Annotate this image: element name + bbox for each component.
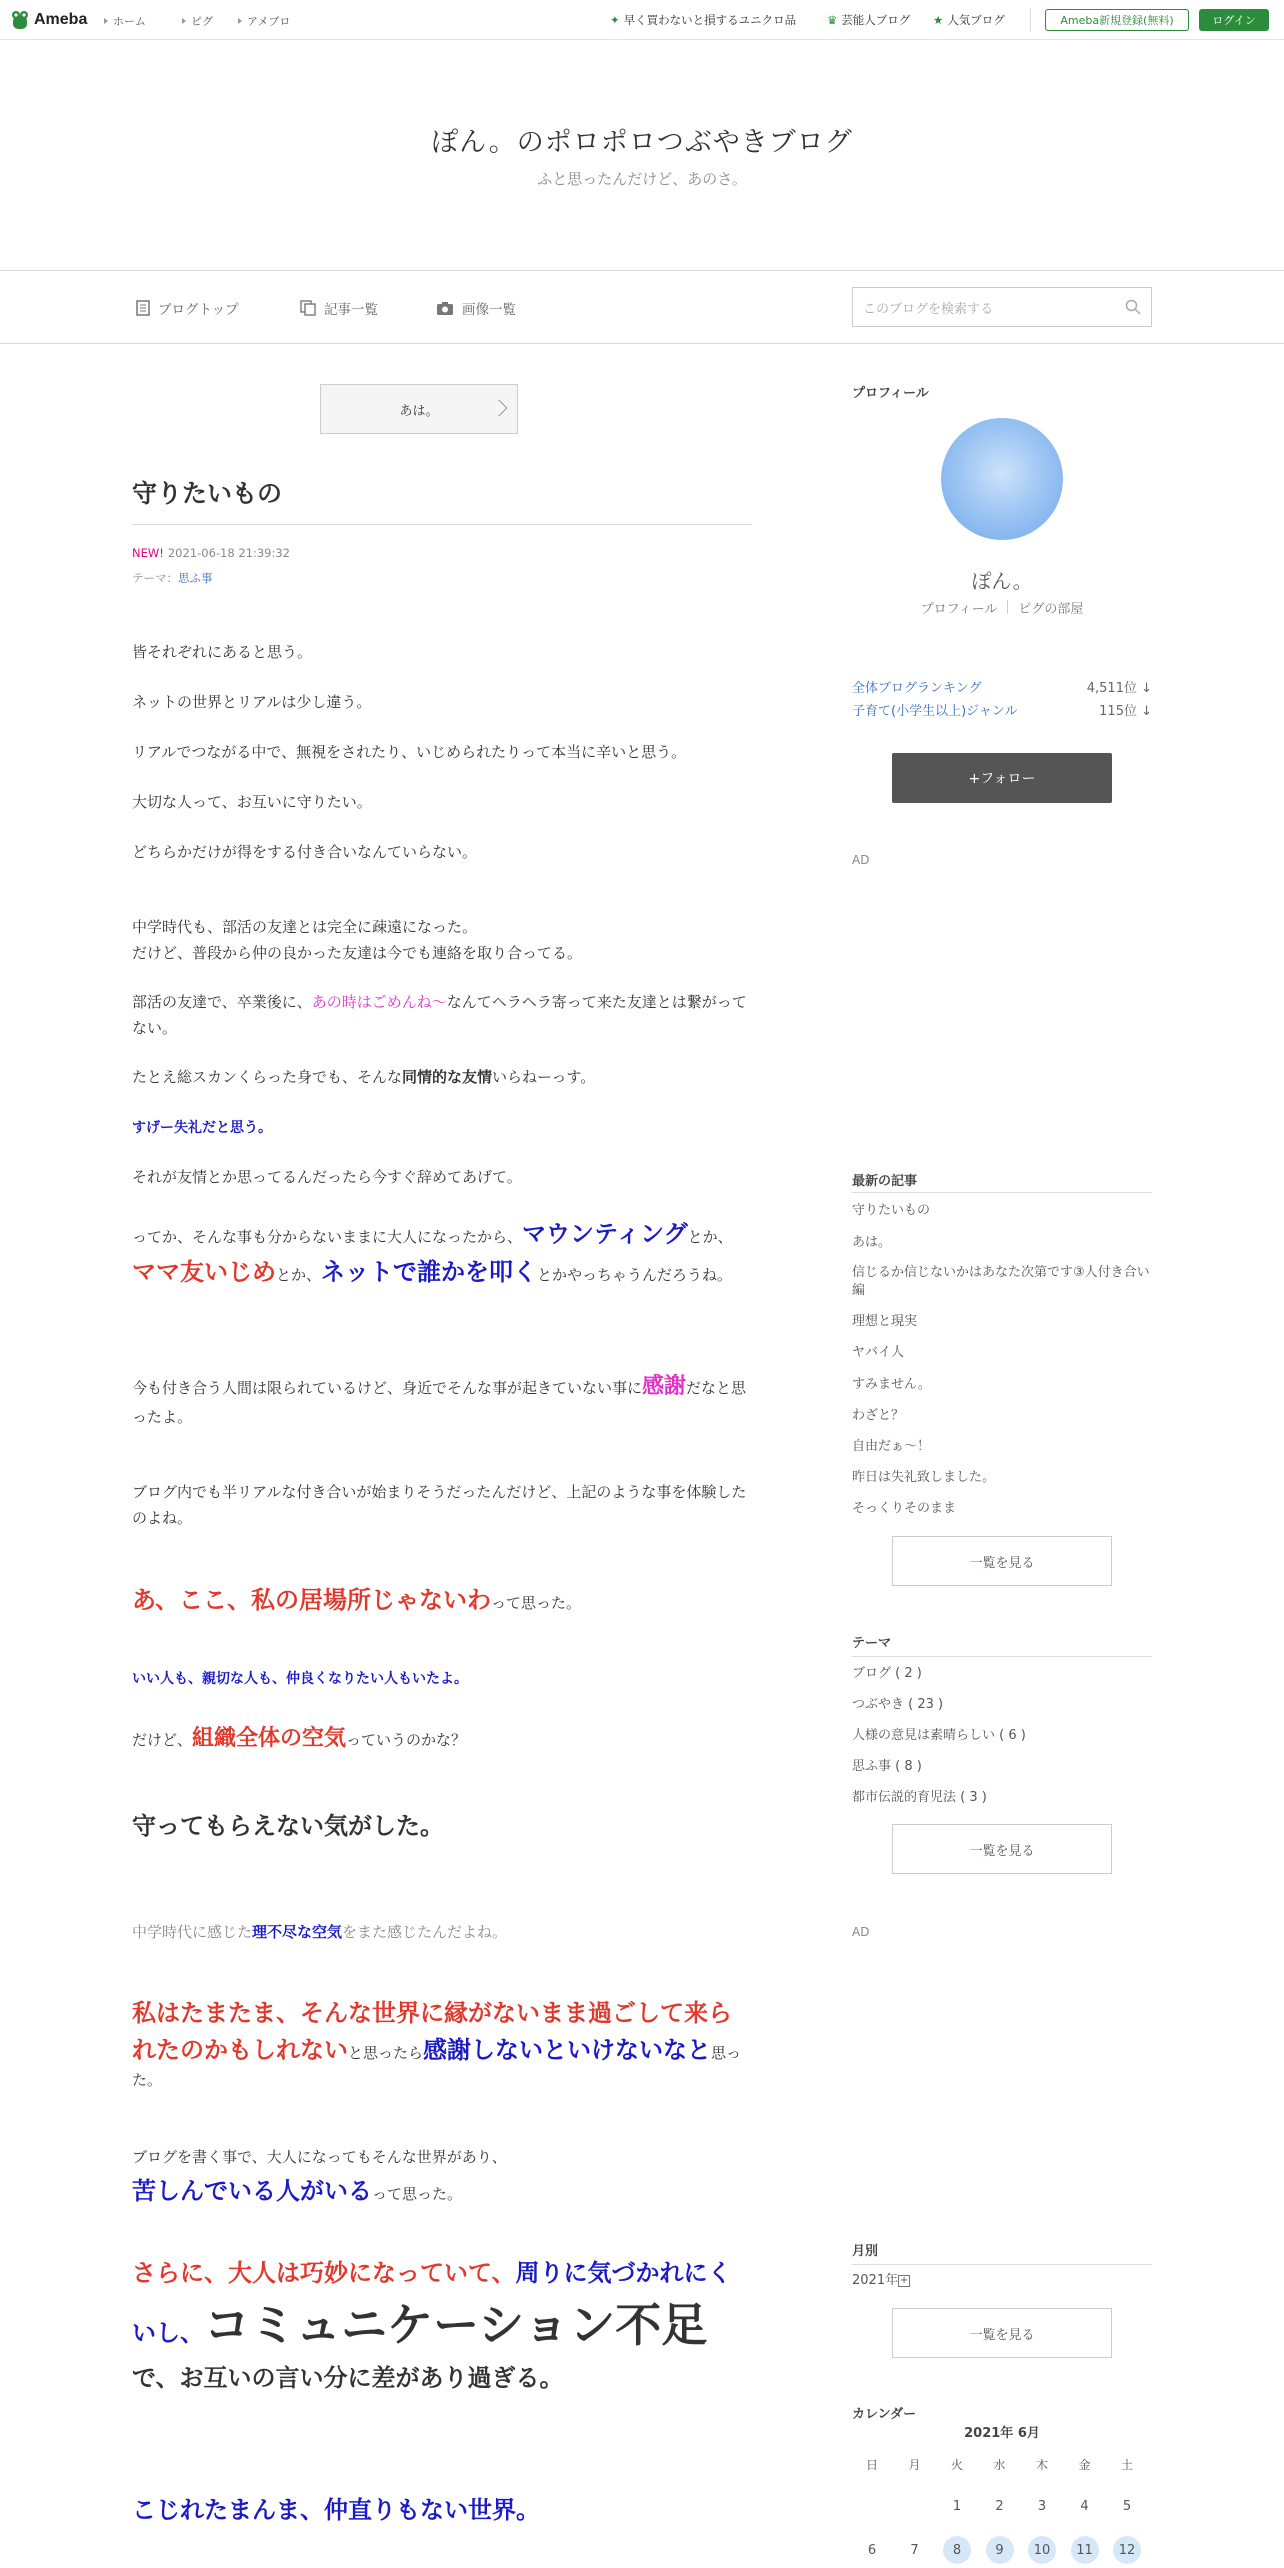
monthly-year: 2021年 [852,2273,899,2288]
nav-home-label: ホーム [113,15,146,28]
search-icon[interactable] [1125,299,1141,315]
calendar-day[interactable]: 11 [1071,2536,1099,2564]
highlight-text: 周りに気づかれにくいし、 [132,2259,732,2347]
calendar-weekday: 日 [865,2457,878,2472]
menu-article-list-label: 記事一覧 [324,302,378,318]
text: たとえ総スカンくらった身でも、そんな [132,1068,403,1086]
pig-room-link[interactable]: ピグの部屋 [1018,602,1084,617]
ameba-wordmark: Ameba [34,11,88,28]
avatar[interactable] [941,418,1063,540]
calendar-day[interactable]: 6 [867,2542,877,2558]
text: 今も付き合う人間は限られているけど、身近でそんな事が起きていない事に [132,1379,643,1397]
theme-label: テーマ： [132,571,178,585]
article-title[interactable]: 守りたいもの [132,479,283,508]
link-celebrity-label: 芸能人ブログ [841,13,911,27]
rank-label: 子育て(小学生以上)ジャンル [852,704,1018,719]
divider [852,1656,1152,1657]
text: っていうのかな？ [346,1731,467,1749]
paragraph [132,1995,752,2093]
calendar-day[interactable]: 9 [986,2536,1014,2564]
link-celebrity-blog[interactable] [827,12,910,28]
ameba-frog-icon [10,9,30,31]
paragraph [132,1065,752,1091]
star-icon: ★ [933,13,944,27]
highlight-text: 感謝 [642,1374,687,1399]
paragraph [132,2255,752,2396]
calendar-day[interactable]: 2 [995,2498,1004,2514]
calendar-day[interactable]: 7 [910,2542,919,2558]
ameba-logo[interactable] [10,8,87,32]
profile-link[interactable]: プロフィール [920,602,998,617]
text: とかやっちゃうんだろうね。 [537,1266,733,1285]
monthly-year-toggle[interactable] [852,2272,1152,2290]
highlight-text: 感謝しないといけないなと [423,2036,712,2065]
paragraph: 守ってもらえない気がした。 [132,1812,444,1840]
calendar-day[interactable]: 12 [1113,2536,1141,2564]
title-divider [132,524,752,525]
paragraph [132,1368,752,1431]
highlight-text: 組織全体の空気 [192,1726,347,1751]
text: って思った。 [372,2184,463,2203]
recent-item[interactable]: すみません。 [852,1377,931,1392]
text: だけど、普段から仲の良かった友達は今でも連絡を取り合ってる。 [132,943,583,962]
divider [1030,8,1031,32]
calendar-month: 2021年 6月 [964,2426,1040,2441]
divider [852,2264,1152,2265]
highlight-text: ママ友いじめ [132,1258,276,1287]
crown-icon: ♛ [827,13,838,27]
theme-item[interactable]: ブログ ( 2 ) [852,1666,922,1681]
highlight-text: 理不尽な空気 [252,1923,343,1941]
triangle-icon [182,18,186,24]
link-uniqlo-label: 早く買わないと損するユニクロ品 [623,13,797,27]
highlight-text: マウンティング [522,1220,688,1248]
text: ってか、そんな事も分からないままに大人になったから、 [132,1228,523,1246]
paragraph [132,1720,752,1757]
article-theme [132,570,213,586]
recent-more-button[interactable]: 一覧を見る [892,1536,1112,1586]
calendar-day[interactable]: 10 [1028,2536,1056,2564]
paragraph [132,2145,752,2211]
profile-name[interactable]: ぽん。 [971,569,1033,593]
highlight-text: 苦しんでいる人がいる [132,2176,372,2205]
recent-item[interactable]: ヤバイ人 [852,1345,905,1360]
recent-item[interactable]: 自由だぁ〜！ [852,1439,931,1454]
calendar-day[interactable]: 8 [943,2536,971,2564]
text: って思った。 [491,1594,582,1612]
nav-ameblo[interactable] [238,13,290,29]
theme-heading: テーマ [852,1636,892,1651]
blog-header [0,40,1284,270]
link-uniqlo[interactable] [610,12,796,28]
recent-item[interactable]: 理想と現実 [852,1314,918,1329]
global-header [0,0,1284,40]
ad-label: AD [852,853,870,867]
blog-menu [0,270,1284,344]
paragraph: リアルでつながる中で、無視をされたり、いじめられたりって本当に辛いと思う。 [132,743,687,761]
highlight-text: さらに、大人は巧妙になっていて、 [132,2259,516,2287]
monthly-more-button[interactable]: 一覧を見る [892,2308,1112,2358]
nav-pig[interactable] [182,13,213,29]
theme-link[interactable]: 思ふ事 [178,571,213,585]
prev-article-label: あは。 [399,403,439,419]
menu-image-list[interactable] [436,298,516,318]
text: 中学時代に感じた [132,1923,253,1941]
theme-item[interactable]: 思ふ事 ( 8 ) [852,1759,922,1774]
calendar-day[interactable]: 1 [952,2498,962,2514]
bold-text: 同情的な友情 [402,1068,493,1086]
menu-blog-top[interactable] [136,298,239,318]
register-button[interactable]: Ameba新規登録(無料) [1045,9,1189,31]
highlight-text: ネットで誰かを叩く [321,1258,538,1287]
text: とか、 [276,1266,322,1285]
profile-heading: プロフィール [852,386,929,401]
calendar-heading: カレンダー [852,2407,917,2422]
recent-item[interactable]: わざと？ [852,1408,905,1423]
highlight-text: あ、ここ、私の居場所じゃないわ [132,1586,492,1614]
paragraph: 皆それぞれにあると思う。 [132,643,313,661]
copy-icon [300,300,316,316]
nav-pig-label: ピグ [191,15,213,28]
paragraph [132,1920,752,1946]
bold-text: で、お互いの言い分に差があり過ぎる。 [132,2364,564,2392]
blog-search-input[interactable] [852,287,1152,327]
ranking-overall[interactable] [852,677,1152,696]
recent-heading: 最新の記事 [852,1174,918,1189]
text: だなと思ったよ。 [132,1379,747,1427]
calendar-weekday: 木 [1035,2457,1048,2472]
plus-box-icon: + [899,2274,909,2286]
chevron-right-icon [491,400,508,417]
text: をまた感じたんだよね。 [342,1923,508,1941]
ranking-genre[interactable] [852,700,1152,719]
theme-more-button[interactable]: 一覧を見る [892,1824,1112,1874]
monthly-heading: 月別 [852,2244,879,2259]
calendar-weekday: 水 [993,2457,1006,2472]
triangle-icon [104,18,108,24]
text: 部活の友達で、卒業後に、 [132,993,312,1011]
theme-item[interactable]: 人様の意見は素晴らしい ( 6 ) [852,1728,1026,1743]
recent-item[interactable]: あは。 [852,1235,892,1250]
menu-blog-top-label: ブログトップ [158,302,239,318]
prev-article-button[interactable] [320,384,518,434]
nav-ameblo-label: アメブロ [247,15,291,28]
calendar-weekday: 土 [1120,2457,1133,2472]
calendar-weekday: 火 [950,2457,963,2472]
text: と思ったら [348,2044,424,2063]
text: 思った。 [132,2044,742,2090]
paragraph: それが友情とか思ってるんだったら今すぐ辞めてあげて。 [132,1168,522,1186]
paragraph [132,1580,752,1621]
calendar-weekday: 金 [1078,2457,1091,2472]
calendar-day [858,2492,886,2520]
link-popular-label: 人気ブログ [947,13,1005,27]
article-meta [132,546,290,560]
link-popular-blog[interactable] [933,12,1005,28]
calendar-day [901,2492,929,2520]
text: 中学時代も、部活の友達とは完全に疎遠になった。 [132,918,478,936]
theme-item[interactable]: つぶやき ( 23 ) [852,1697,944,1712]
paragraph: こじれたまんま、仲直りもない世界。 [132,2496,540,2524]
recent-item[interactable]: そっくりそのまま [852,1501,957,1516]
paragraph: ブログ内でも半リアルな付き合いが始まりそうだったんだけど、上記のような事を体験したのよね。 [132,1483,747,1527]
follow-button[interactable]: +フォロー [892,753,1112,803]
paragraph: 大切な人って、お互いに守りたい。 [132,793,372,811]
paragraph: どちらかだけが得をする付き合いなんていらない。 [132,843,478,861]
highlight-text: コミュニケーション不足 [204,2298,708,2352]
text: いらねーっす。 [492,1068,596,1086]
menu-image-list-label: 画像一覧 [462,302,516,318]
ad-label: AD [852,1925,870,1939]
rank-value: 115位 ↓ [1099,704,1152,719]
theme-item[interactable]: 都市伝説的育児法 ( 3 ) [852,1790,987,1805]
text: とか、 [687,1228,733,1246]
new-badge: NEW! [132,546,164,560]
paragraph: ネットの世界とリアルは少し違う。 [132,693,372,711]
calendar-weekday: 月 [908,2457,921,2472]
text: だけど、 [132,1731,193,1749]
recent-item[interactable]: 守りたいもの [852,1203,931,1218]
text: ブログを書く事で、大人になってもそんな世界があり、 [132,2148,507,2166]
blog-title[interactable]: ぽん。のポロポロつぶやきブログ [431,127,853,158]
calendar-day[interactable]: 3 [1037,2498,1047,2514]
paragraph [132,990,752,1041]
recent-item[interactable]: 信じるか信じないかはあなた次第です③人付き合い編 [852,1265,1150,1299]
rank-value: 4,511位 ↓ [1086,681,1152,696]
article-datetime: 2021-06-18 21:39:32 [167,546,290,560]
document-icon [136,300,150,316]
search-placeholder: このブログを検索する [863,301,994,317]
sparkle-icon: ✦ [610,13,620,27]
calendar-day[interactable]: 5 [1122,2498,1132,2514]
login-button[interactable]: ログイン [1199,9,1269,31]
nav-home[interactable] [104,13,146,29]
text: なんてヘラヘラ寄って来た友達とは繋がってない。 [132,993,747,1037]
recent-item[interactable]: 昨日は失礼致しました。 [852,1470,996,1485]
highlight-text: 私はたまたま、そんな世界に縁がないまま過ごして来られたのかもしれない [132,1999,732,2065]
menu-article-list[interactable] [300,298,378,318]
divider [852,1192,1152,1193]
camera-icon [436,301,454,316]
paragraph [132,915,752,966]
rank-label: 全体ブログランキング [852,681,982,696]
paragraph [132,1215,752,1292]
paragraph: いい人も、親切な人も、仲良くなりたい人もいたよ。 [132,1671,468,1687]
highlight-text: あの時はごめんね〜 [311,993,447,1011]
paragraph: すげー失礼だと思う。 [132,1120,272,1136]
triangle-icon [238,18,242,24]
profile-links [852,598,1152,617]
blog-description: ふと思ったんだけど、あのさ。 [537,170,747,188]
calendar-day[interactable]: 4 [1080,2498,1089,2514]
